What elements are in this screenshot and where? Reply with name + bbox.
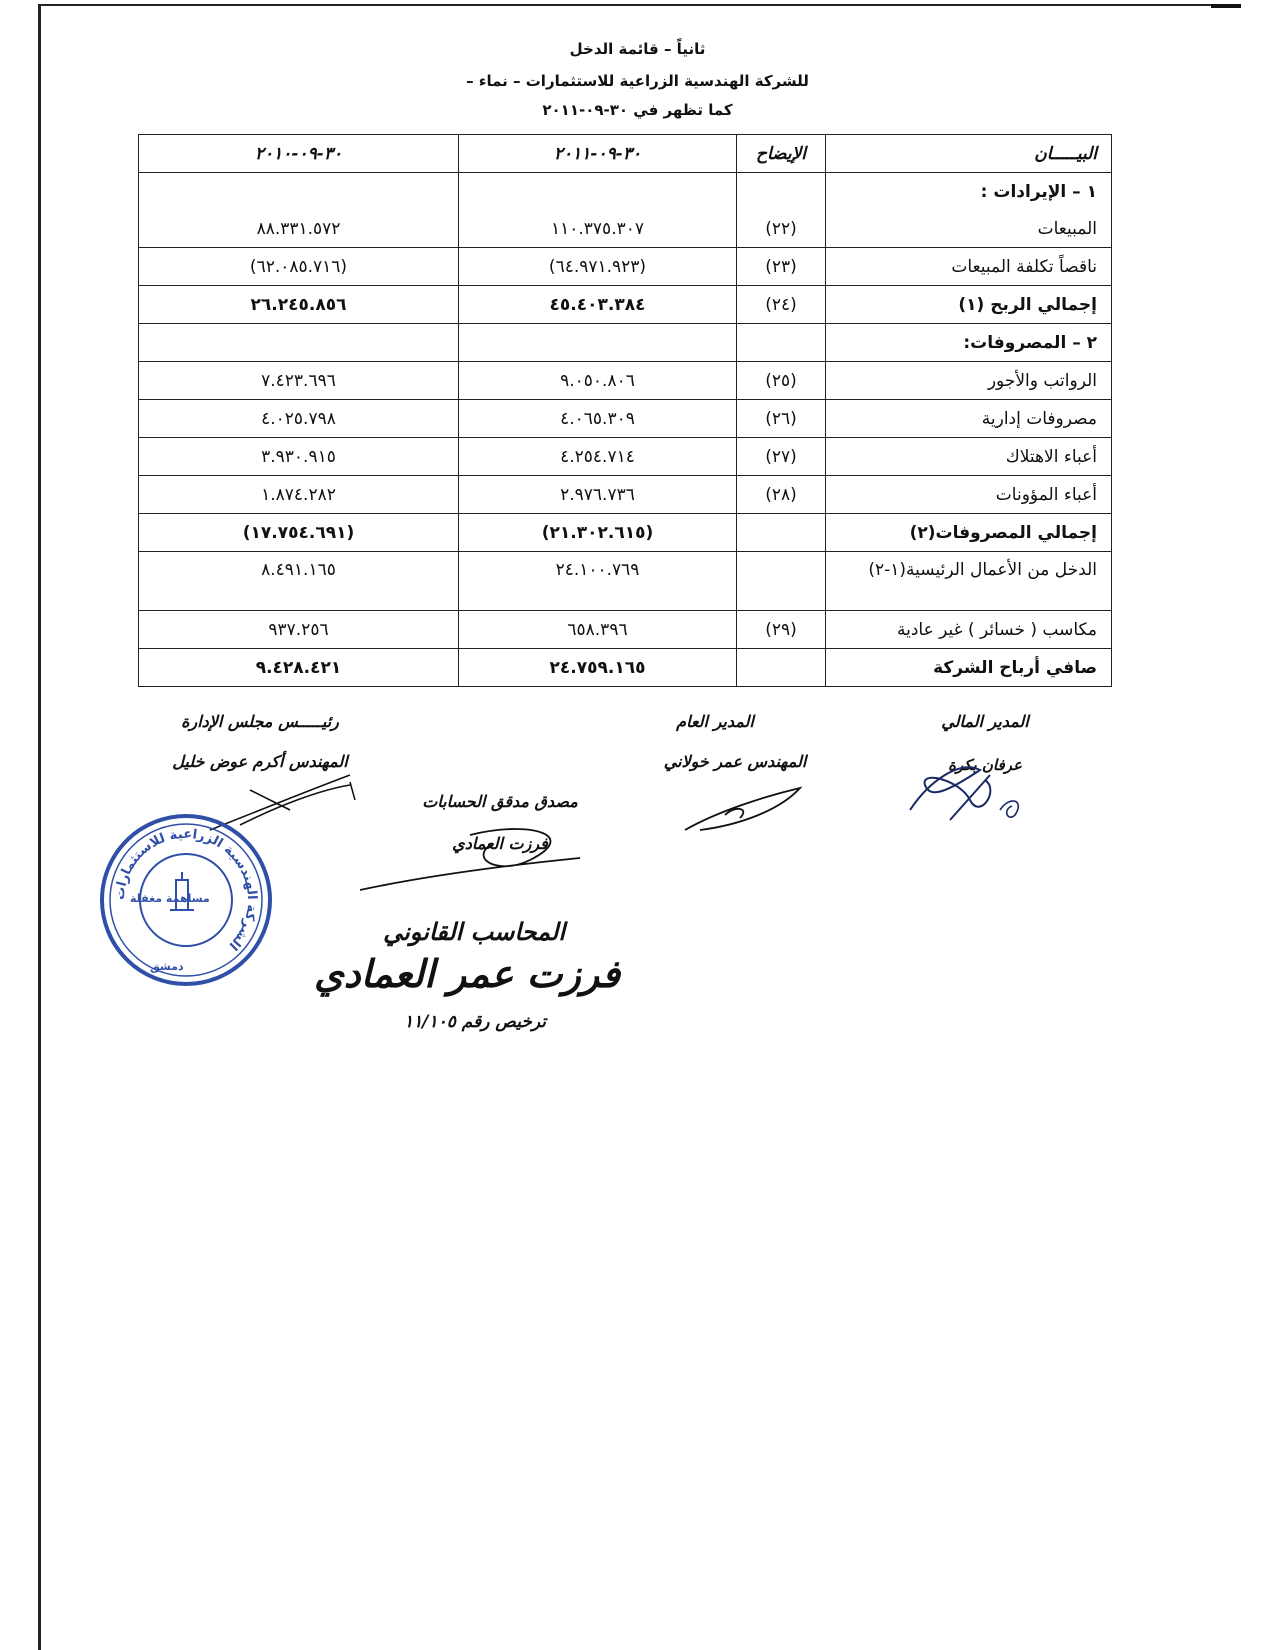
row-label: إجمالي الربح (١): [826, 286, 1112, 324]
table-row: [139, 286, 1112, 324]
row-label: ١ – الإيرادات :: [826, 173, 1112, 211]
gm-signature-icon: [680, 780, 820, 840]
stamp-center-text: مساهمة مغفلة: [130, 892, 210, 905]
row-note: [737, 173, 826, 211]
row-label: مصروفات إدارية: [826, 400, 1112, 438]
chairman-name: المهندس أكرم عوض خليل: [172, 752, 348, 771]
row-value-2011: ٢.٩٧٦.٧٣٦: [459, 476, 737, 514]
row-label: الرواتب والأجور: [826, 362, 1112, 400]
row-label: المبيعات: [826, 210, 1112, 248]
row-value-2011: ٤.٢٥٤.٧١٤: [459, 438, 737, 476]
row-label: ٢ – المصروفات:: [826, 324, 1112, 362]
row-value-2011: (٢١.٣٠٢.٦١٥): [459, 514, 737, 552]
col-2011: ٣٠-٠٩-٢٠١١: [459, 135, 737, 173]
table-header-row: [139, 135, 1112, 173]
row-note: (٢٤): [737, 286, 826, 324]
table-row: [139, 514, 1112, 552]
cfo-title: المدير المالي: [941, 712, 1029, 731]
chairman-title: رئيـــــس مجلس الإدارة: [181, 712, 339, 731]
row-label: ناقصاً تكلفة المبيعات: [826, 248, 1112, 286]
row-label: أعباء الاهتلاك: [826, 438, 1112, 476]
table-row: [139, 400, 1112, 438]
auditor-signature-icon: [350, 820, 590, 900]
table-row: [139, 611, 1112, 649]
table-row: [139, 173, 1112, 211]
row-label: أعباء المؤونات: [826, 476, 1112, 514]
row-value-2010: ١.٨٧٤.٢٨٢: [139, 476, 459, 514]
row-label: الدخل من الأعمال الرئيسية(١-٢): [826, 552, 1112, 611]
row-value-2010: ٨٨.٣٣١.٥٧٢: [139, 210, 459, 248]
row-value-2011: ٤٥.٤٠٣.٣٨٤: [459, 286, 737, 324]
col-description: البيـــــان: [826, 135, 1112, 173]
table-row: [139, 362, 1112, 400]
top-border-mark: [1211, 4, 1241, 8]
row-value-2010: ٣.٩٣٠.٩١٥: [139, 438, 459, 476]
top-border: [40, 4, 1230, 6]
gm-name: المهندس عمر خولاني: [663, 752, 807, 771]
row-value-2011: ٢٤.١٠٠.٧٦٩: [459, 552, 737, 611]
company-name: للشركة الهندسية الزراعية للاستثمارات – نماء –: [466, 72, 809, 90]
row-label: إجمالي المصروفات(٢): [826, 514, 1112, 552]
row-note: (٢٥): [737, 362, 826, 400]
left-border: [38, 4, 41, 1650]
auditor-title: مصدق مدقق الحسابات: [422, 792, 578, 811]
row-note: [737, 514, 826, 552]
row-note: (٢٣): [737, 248, 826, 286]
table-row: [139, 210, 1112, 248]
income-statement-table: [138, 134, 1112, 687]
table-row: [139, 476, 1112, 514]
table-row: [139, 248, 1112, 286]
col-note: الإيضاح: [737, 135, 826, 173]
gm-title: المدير العام: [676, 712, 754, 731]
license-number: ترخيص رقم ١١/١٠٥: [404, 1012, 546, 1032]
row-note: (٢٢): [737, 210, 826, 248]
table-row: [139, 649, 1112, 687]
row-note: (٢٨): [737, 476, 826, 514]
row-value-2011: ١١٠.٣٧٥.٣٠٧: [459, 210, 737, 248]
row-note: [737, 324, 826, 362]
row-value-2010: [139, 324, 459, 362]
cfo-signature-icon: [890, 740, 1050, 830]
row-note: [737, 649, 826, 687]
row-note: (٢٩): [737, 611, 826, 649]
auditor-name: فرزت العمادي: [452, 834, 548, 853]
accountant-name: فرزت عمر العمادي: [313, 952, 620, 996]
row-value-2011: ٩.٠٥٠.٨٠٦: [459, 362, 737, 400]
table-row: [139, 552, 1112, 611]
statement-date: كما تظهر في ٣٠-٠٩-٢٠١١: [542, 101, 733, 119]
row-value-2010: ٩٣٧.٢٥٦: [139, 611, 459, 649]
row-value-2010: ٩.٤٢٨.٤٢١: [139, 649, 459, 687]
row-value-2010: ٤.٠٢٥.٧٩٨: [139, 400, 459, 438]
row-value-2011: ٤.٠٦٥.٣٠٩: [459, 400, 737, 438]
statement-title: ثانياً – قائمة الدخل: [569, 40, 706, 58]
row-value-2011: (٦٤.٩٧١.٩٢٣): [459, 248, 737, 286]
row-value-2011: ٢٤.٧٥٩.١٦٥: [459, 649, 737, 687]
row-value-2011: [459, 324, 737, 362]
cfo-name: عرفان بكرة: [948, 756, 1022, 774]
row-value-2010: ٢٦.٢٤٥.٨٥٦: [139, 286, 459, 324]
row-note: (٢٧): [737, 438, 826, 476]
stamp-ring-text: الشركة الهندسية الزراعية للاستثمارات: [112, 826, 260, 953]
stamp-city: دمشق: [150, 960, 184, 973]
row-note: [737, 552, 826, 611]
table-row: [139, 438, 1112, 476]
row-value-2010: ٧.٤٢٣.٦٩٦: [139, 362, 459, 400]
svg-text:الشركة الهندسية الزراعية للاست: [113, 827, 259, 953]
row-value-2010: (١٧.٧٥٤.٦٩١): [139, 514, 459, 552]
row-value-2010: (٦٢.٠٨٥.٧١٦): [139, 248, 459, 286]
table-row: [139, 324, 1112, 362]
row-value-2010: ٨.٤٩١.١٦٥: [139, 552, 459, 611]
accountant-title: المحاسب القانوني: [383, 918, 565, 946]
row-value-2011: ٦٥٨.٣٩٦: [459, 611, 737, 649]
col-2010: ٣٠-٠٩-٢٠١٠: [139, 135, 459, 173]
row-label: صافي أرباح الشركة: [826, 649, 1112, 687]
row-note: (٢٦): [737, 400, 826, 438]
row-label: مكاسب ( خسائر ) غير عادية: [826, 611, 1112, 649]
row-value-2010: [139, 173, 459, 211]
row-value-2011: [459, 173, 737, 211]
